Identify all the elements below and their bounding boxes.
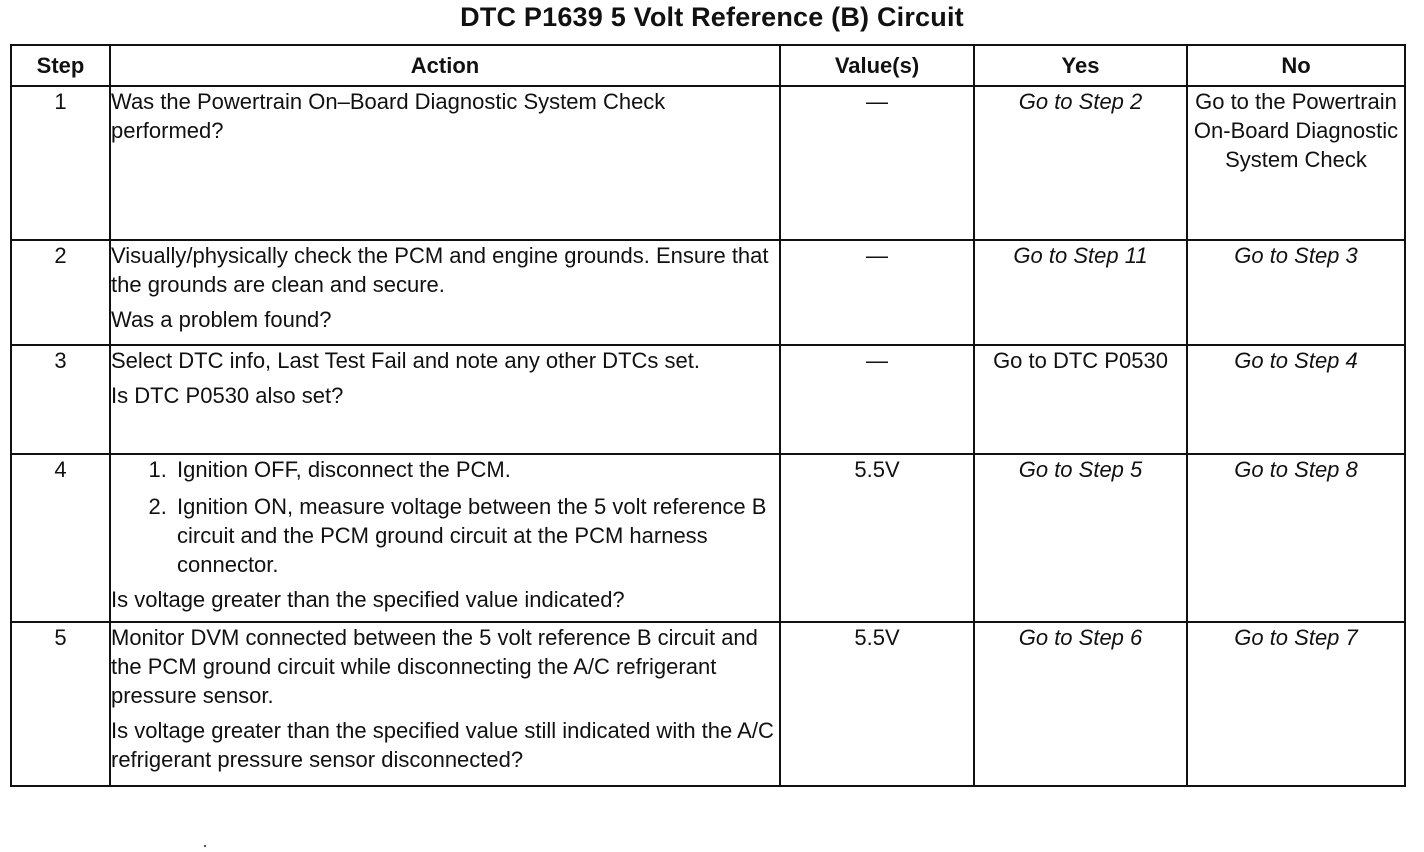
step-number: 5 (11, 622, 110, 786)
yes-cell: Go to Step 11 (974, 240, 1187, 345)
value-cell: 5.5V (780, 622, 974, 786)
step-number: 2 (11, 240, 110, 345)
action-cell (110, 240, 780, 345)
header-row (11, 45, 1405, 86)
action-steps-list (111, 455, 779, 579)
action-question: Is voltage greater than the specified value still indicated with the A/C refrigerant pressure sensor disconnected? (111, 718, 774, 772)
table-row (11, 240, 1405, 345)
scan-speck (204, 845, 206, 847)
action-text: Was the Powertrain On–Board Diagnostic System Check performed? (111, 89, 666, 143)
no-cell: Go to Step 4 (1187, 345, 1405, 454)
header-yes: Yes (974, 45, 1187, 86)
action-text: Select DTC info, Last Test Fail and note any other DTCs set. (111, 348, 700, 373)
yes-cell: Go to Step 6 (974, 622, 1187, 786)
action-question: Is DTC P0530 also set? (111, 383, 344, 408)
action-question: Is voltage greater than the specified value indicated? (111, 587, 625, 612)
table-row (11, 622, 1405, 786)
table-row (11, 454, 1405, 622)
header-step: Step (11, 45, 110, 86)
step-number: 1 (11, 86, 110, 240)
action-question: Was a problem found? (111, 307, 332, 332)
yes-cell: Go to Step 5 (974, 454, 1187, 622)
value-cell: 5.5V (780, 454, 974, 622)
yes-cell: Go to Step 2 (974, 86, 1187, 240)
value-cell: — (780, 240, 974, 345)
page-title: DTC P1639 5 Volt Reference (B) Circuit (460, 2, 964, 32)
no-cell: Go to Step 7 (1187, 622, 1405, 786)
action-text: Monitor DVM connected between the 5 volt reference B circuit and the PCM ground circuit while disconnecting the A/C refrigerant pressure sensor. (111, 625, 758, 708)
action-cell (110, 86, 780, 240)
step-number: 4 (11, 454, 110, 622)
no-cell: Go to Step 3 (1187, 240, 1405, 345)
action-cell (110, 454, 780, 622)
header-value: Value(s) (780, 45, 974, 86)
action-cell (110, 622, 780, 786)
table-row (11, 86, 1405, 240)
header-action: Action (110, 45, 780, 86)
diagnostic-table (10, 44, 1406, 787)
action-substep: 1. Ignition OFF, disconnect the PCM. (173, 455, 779, 484)
header-no: No (1187, 45, 1405, 86)
no-cell: Go to the Powertrain On-Board Diagnostic System Check (1187, 86, 1405, 240)
value-cell: — (780, 86, 974, 240)
value-cell: — (780, 345, 974, 454)
table-row (11, 345, 1405, 454)
yes-cell: Go to DTC P0530 (974, 345, 1187, 454)
action-text: Visually/physically check the PCM and engine grounds. Ensure that the grounds are clean and secure. (111, 243, 769, 297)
action-substep: 2. Ignition ON, measure voltage between the 5 volt reference B circuit and the PCM ground circuit at the PCM harness connector. (173, 492, 779, 579)
step-number: 3 (11, 345, 110, 454)
no-cell: Go to Step 8 (1187, 454, 1405, 622)
action-cell (110, 345, 780, 454)
